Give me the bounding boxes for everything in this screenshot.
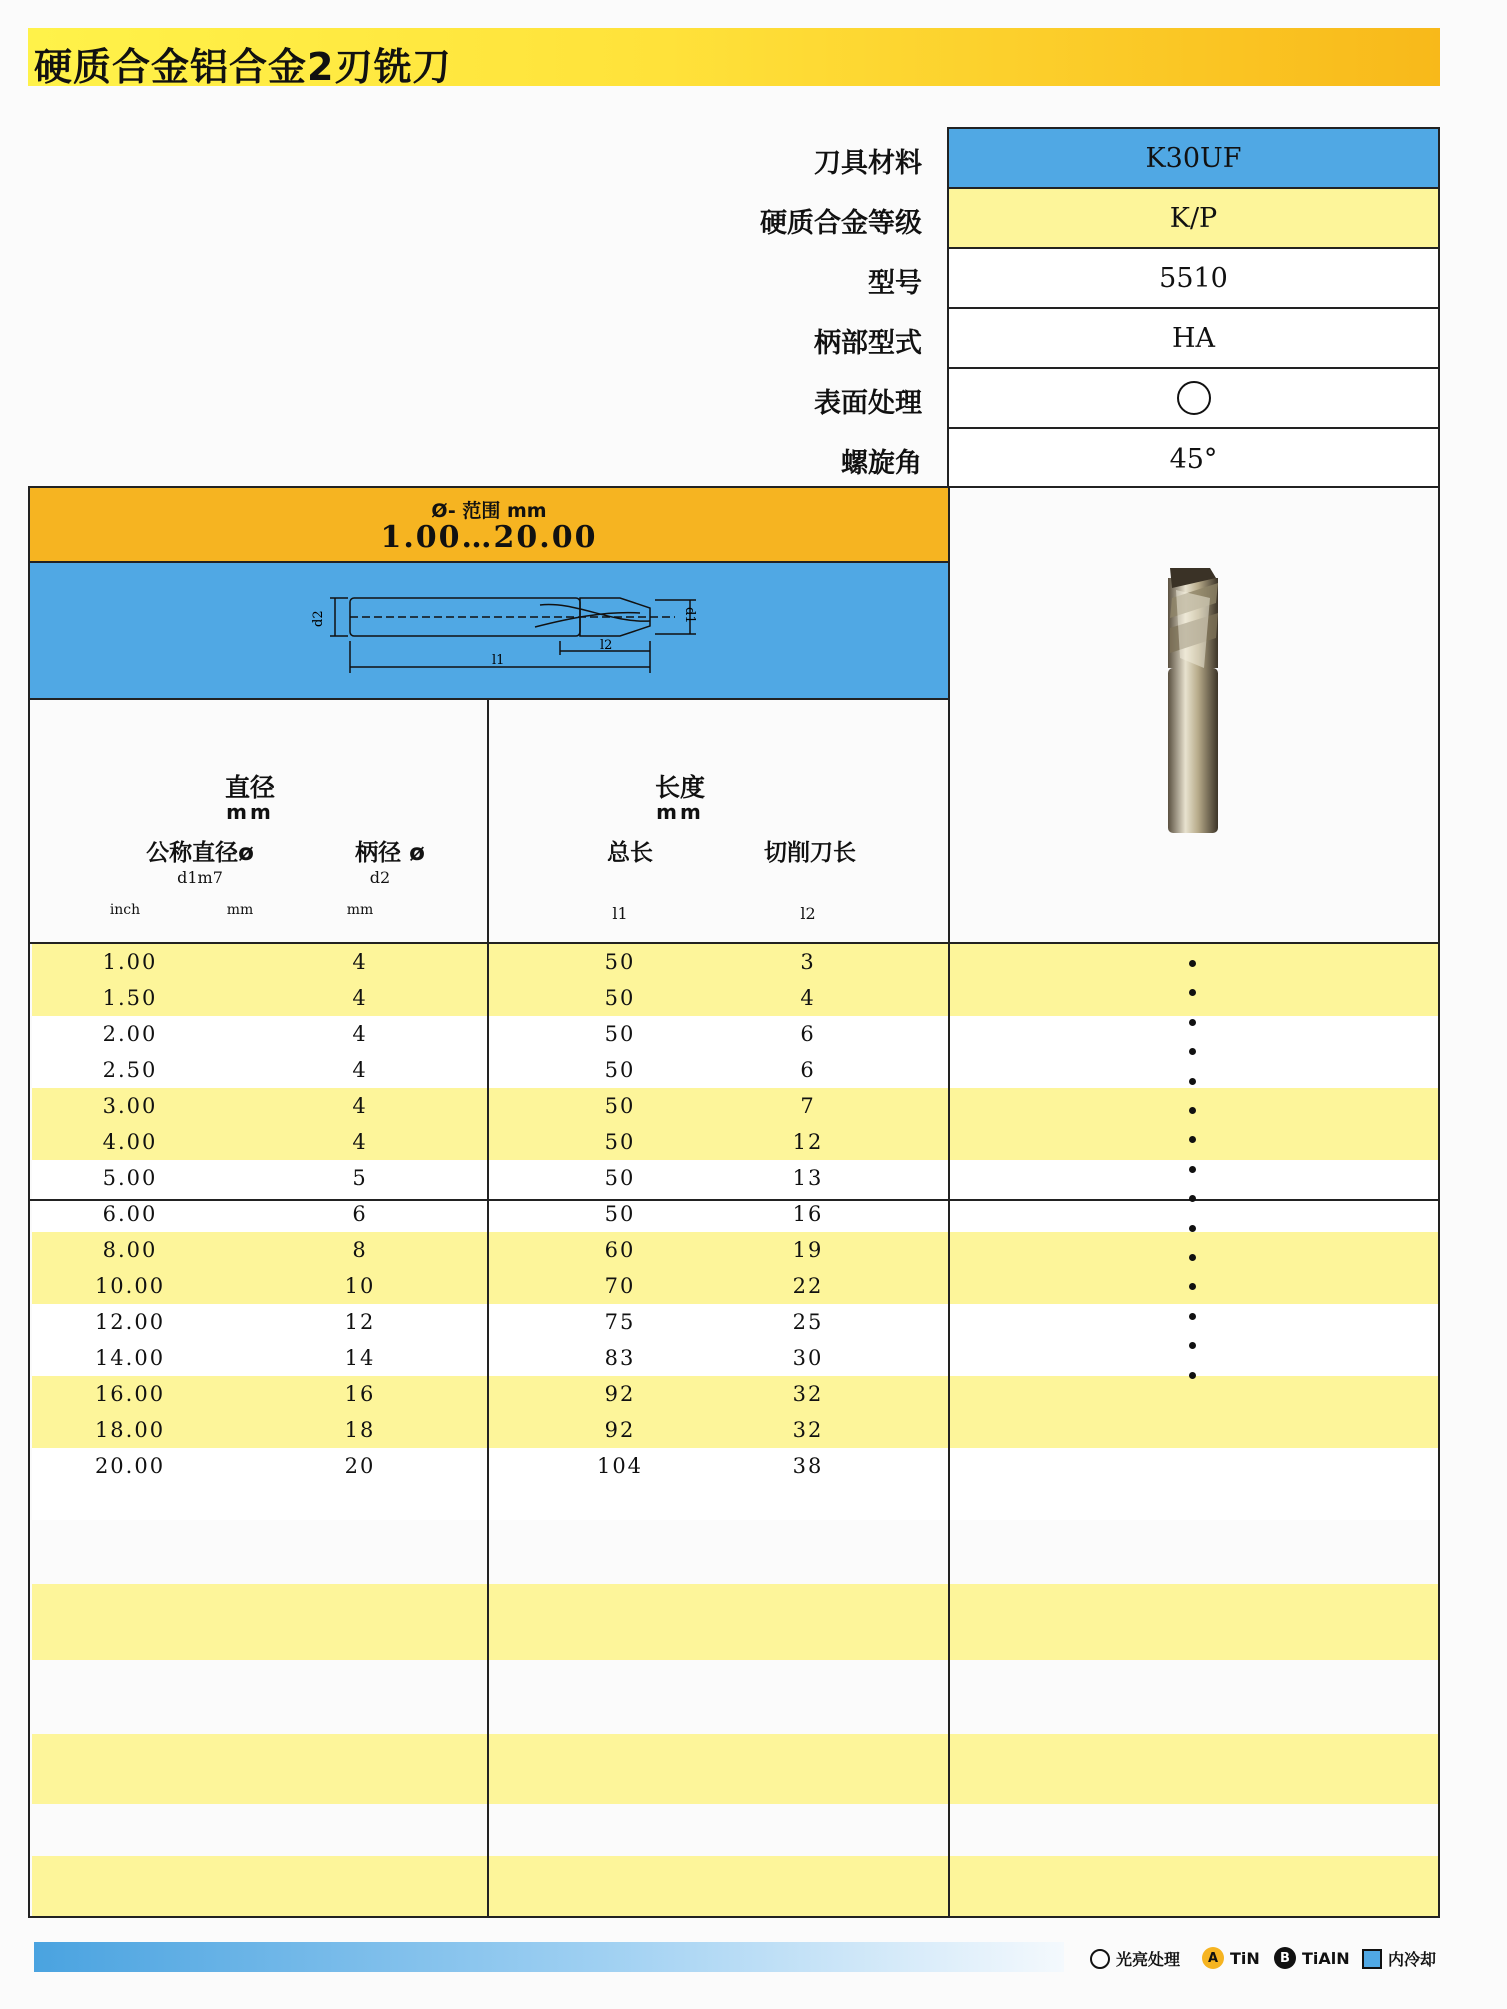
legend-item — [1202, 1947, 1260, 1969]
d1-label: d1 — [682, 607, 697, 624]
total-length-value: 50 — [604, 1202, 636, 1226]
range-label: Ø- 范围 mm — [431, 500, 547, 522]
nominal-diameter-sub: d1m7 — [177, 868, 223, 887]
cutting-length-value: 22 — [792, 1274, 824, 1298]
availability-dot-icon — [1189, 1313, 1196, 1320]
nominal-diameter-value: 2.00 — [102, 1022, 158, 1046]
inch-unit: inch — [109, 902, 141, 918]
circle-icon — [1177, 381, 1211, 415]
shank-diameter-value: 4 — [352, 1058, 368, 1082]
cutting-length-value: 6 — [800, 1058, 816, 1082]
legend-label: 光亮处理 — [1116, 1950, 1181, 1969]
group-divider — [30, 1199, 1438, 1201]
d2-label: d2 — [311, 610, 326, 627]
b-badge-icon: B — [1274, 1947, 1296, 1969]
total-length-value: 60 — [604, 1238, 636, 1262]
property-value-cell — [949, 309, 1438, 369]
availability-dot-icon — [1189, 1166, 1196, 1173]
total-length-header: 总长 — [607, 840, 653, 866]
square-icon — [1362, 1949, 1382, 1969]
nominal-diameter-value: 16.00 — [94, 1382, 166, 1406]
nominal-diameter-value: 18.00 — [94, 1418, 166, 1442]
shank-diameter-value: 18 — [344, 1418, 376, 1442]
row-band-empty — [32, 1584, 1438, 1660]
total-length-value: 50 — [604, 1094, 636, 1118]
cutting-length-value: 19 — [792, 1238, 824, 1262]
legend-label: TiN — [1230, 1948, 1260, 1968]
shank-diameter-value: 20 — [344, 1454, 376, 1478]
cutting-length-value: 32 — [792, 1418, 824, 1442]
row-band-empty — [32, 1856, 1438, 1916]
shank-diameter-value: 4 — [352, 950, 368, 974]
shank-diameter-value: 12 — [344, 1310, 376, 1334]
property-label: 螺旋角 — [841, 448, 922, 479]
properties-box — [947, 127, 1440, 488]
shank-diameter-value: 8 — [352, 1238, 368, 1262]
property-value: HA — [1171, 322, 1216, 354]
cutting-length-value: 16 — [792, 1202, 824, 1226]
availability-dot-icon — [1189, 1107, 1196, 1114]
nominal-diameter-value: 1.50 — [102, 986, 158, 1010]
total-length-value: 70 — [604, 1274, 636, 1298]
column-divider — [948, 488, 950, 1918]
row-band — [32, 1160, 1438, 1196]
shank-diameter-value: 6 — [352, 1202, 368, 1226]
row-band — [32, 1052, 1438, 1088]
property-value-cell — [949, 369, 1438, 429]
legend-item — [1090, 1947, 1180, 1970]
row-band-empty — [32, 1520, 1438, 1584]
nominal-diameter-value: 4.00 — [102, 1130, 158, 1154]
a-badge-icon: A — [1202, 1947, 1224, 1969]
property-label: 硬质合金等级 — [760, 208, 922, 239]
row-band — [32, 980, 1438, 1016]
total-length-value: 92 — [604, 1418, 636, 1442]
row-band — [32, 1484, 1438, 1520]
property-value-cell — [949, 189, 1438, 249]
total-length-value: 50 — [604, 1058, 636, 1082]
l2-unit: l2 — [800, 904, 816, 923]
nominal-diameter-value: 14.00 — [94, 1346, 166, 1370]
nominal-diameter-value: 3.00 — [102, 1094, 158, 1118]
shank-diameter-value: 14 — [344, 1346, 376, 1370]
shank-diameter-value: 5 — [352, 1166, 368, 1190]
property-label: 柄部型式 — [814, 328, 922, 359]
end-mill-diagram — [30, 563, 948, 700]
row-band — [32, 1232, 1438, 1268]
cutting-length-value: 38 — [792, 1454, 824, 1478]
total-length-value: 104 — [596, 1454, 644, 1478]
diameter-header: 直径 — [224, 773, 275, 802]
l1-label: l1 — [492, 653, 505, 668]
total-length-value: 50 — [604, 986, 636, 1010]
shank-diameter-value: 4 — [352, 986, 368, 1010]
row-band-empty — [32, 1804, 1438, 1856]
legend-item — [1362, 1947, 1436, 1970]
row-band — [32, 1412, 1438, 1448]
spec-table — [28, 486, 1440, 1918]
nominal-diameter-value: 20.00 — [94, 1454, 166, 1478]
row-band — [32, 1448, 1438, 1484]
column-divider — [487, 700, 489, 1918]
nominal-diameter-value: 10.00 — [94, 1274, 166, 1298]
l1-unit: l1 — [612, 904, 628, 923]
availability-dot-icon — [1189, 1078, 1196, 1085]
nominal-diameter-value: 6.00 — [102, 1202, 158, 1226]
nominal-diameter-value: 2.50 — [102, 1058, 158, 1082]
availability-dot-icon — [1189, 1225, 1196, 1232]
legend-label: 内冷却 — [1388, 1950, 1437, 1969]
nominal-diameter-value: 5.00 — [102, 1166, 158, 1190]
property-value: K30UF — [1145, 142, 1242, 174]
row-band — [32, 1376, 1438, 1412]
nominal-diameter-value: 1.00 — [102, 950, 158, 974]
shank-diameter-value: 10 — [344, 1274, 376, 1298]
legend-label: TiAlN — [1302, 1948, 1350, 1968]
property-value-cell — [949, 429, 1438, 489]
property-label: 型号 — [868, 268, 922, 299]
cutting-length-value: 13 — [792, 1166, 824, 1190]
mm-unit-2: mm — [346, 902, 374, 918]
availability-dot-icon — [1189, 960, 1196, 967]
length-header: 长度 — [654, 773, 705, 802]
property-value: 45° — [1169, 443, 1218, 475]
cutting-length-value: 3 — [800, 950, 816, 974]
footer-band — [34, 1942, 1064, 1972]
range-value: 1.00…20.00 — [380, 520, 598, 555]
shank-diameter-header: 柄径 ø — [355, 840, 425, 866]
header-divider — [30, 942, 1438, 944]
property-value-cell — [949, 129, 1438, 189]
circle-icon — [1090, 1949, 1110, 1969]
l2-label: l2 — [600, 638, 613, 653]
row-band-empty — [32, 1660, 1438, 1734]
total-length-value: 50 — [604, 950, 636, 974]
end-mill-photo — [1150, 558, 1240, 838]
shank-diameter-value: 16 — [344, 1382, 376, 1406]
property-label: 表面处理 — [814, 388, 922, 419]
cutting-length-value: 4 — [800, 986, 816, 1010]
property-label: 刀具材料 — [814, 148, 922, 179]
diameter-unit: mm — [226, 800, 274, 824]
row-band — [32, 1268, 1438, 1304]
cutting-length-value: 6 — [800, 1022, 816, 1046]
total-length-value: 50 — [604, 1166, 636, 1190]
nominal-diameter-value: 8.00 — [102, 1238, 158, 1262]
total-length-value: 50 — [604, 1022, 636, 1046]
total-length-value: 75 — [604, 1310, 636, 1334]
nominal-diameter-value: 12.00 — [94, 1310, 166, 1334]
cutting-length-value: 7 — [800, 1094, 816, 1118]
row-band — [32, 1124, 1438, 1160]
row-band — [32, 1196, 1438, 1232]
property-value: K/P — [1169, 202, 1218, 234]
availability-dot-icon — [1189, 1372, 1196, 1379]
total-length-value: 50 — [604, 1130, 636, 1154]
cutting-length-value: 12 — [792, 1130, 824, 1154]
shank-diameter-value: 4 — [352, 1130, 368, 1154]
cutting-length-header: 切削刀长 — [764, 840, 856, 866]
row-band — [32, 1340, 1438, 1376]
shank-diameter-value: 4 — [352, 1094, 368, 1118]
total-length-value: 83 — [604, 1346, 636, 1370]
legend-item — [1274, 1947, 1350, 1969]
shank-diameter-value: 4 — [352, 1022, 368, 1046]
cutting-length-value: 30 — [792, 1346, 824, 1370]
row-band — [32, 1304, 1438, 1340]
total-length-value: 92 — [604, 1382, 636, 1406]
property-value-cell — [949, 249, 1438, 309]
cutting-length-value: 25 — [792, 1310, 824, 1334]
tool-drawing-band — [30, 563, 948, 700]
property-value: 5510 — [1159, 262, 1228, 294]
row-band — [32, 944, 1438, 980]
cutting-length-value: 32 — [792, 1382, 824, 1406]
length-unit: mm — [656, 800, 704, 824]
shank-diameter-sub: d2 — [369, 868, 391, 887]
page-title: 硬质合金铝合金2刃铣刀 — [34, 45, 452, 89]
availability-dot-icon — [1189, 1019, 1196, 1026]
nominal-diameter-header: 公称直径ø — [146, 840, 254, 866]
row-band — [32, 1088, 1438, 1124]
row-band-empty — [32, 1734, 1438, 1804]
availability-dot-icon — [1189, 1254, 1196, 1261]
mm-unit-1: mm — [226, 902, 254, 918]
row-band — [32, 1016, 1438, 1052]
